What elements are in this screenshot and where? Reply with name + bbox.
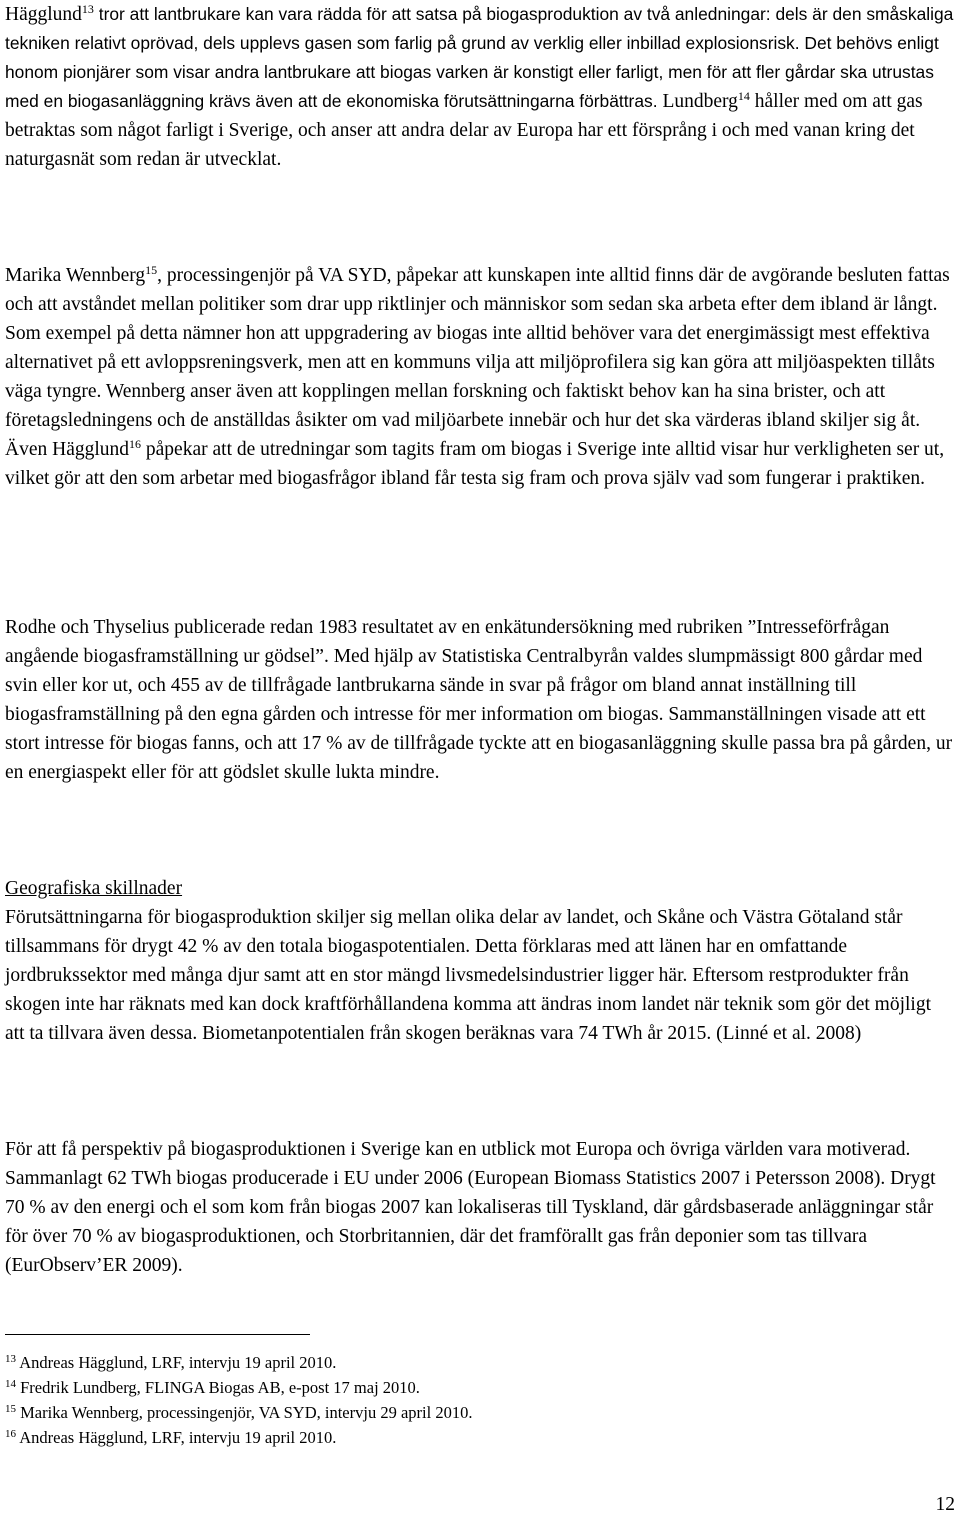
footnote-number: 14 bbox=[5, 1377, 16, 1390]
paragraph-rodhe-thyselius: Rodhe och Thyselius publicerade redan 1983 resultatet av en enkätundersökning med rubriken ”Intresseförfrågan angående biogasframställning ur gödsel”. Med hjälp av Statistiska Centralbyrån valdes slumpmässigt 800 gårdar med svin eller kor ut, och 455 av de tillfrågade lantbrukarna sände in svar på frågor om bland annat inställning till biogasframställning på den egna gården och intresse för mer information om biogas. Sammanställningen visade att ett stort intresse för biogas fanns, och att 17 % av de tillfrågade tyckte att en biogasanläggning skulle passa bra på gården, ur en energiaspekt eller för att gödslet skulle lukta mindre. bbox=[5, 617, 953, 783]
footnote-13 bbox=[5, 1350, 955, 1375]
document-page bbox=[5, 0, 955, 1515]
footnote-text: Andreas Hägglund, LRF, intervju 19 april 2010. bbox=[16, 1353, 337, 1372]
paragraph-wennberg bbox=[5, 261, 955, 493]
footnote-ref-14[interactable]: 14 bbox=[737, 88, 750, 103]
paragraph-text: , processingenjör på VA SYD, påpekar att kunskapen inte alltid finns där de avgörande besluten fattas och att avståndet mellan politiker som drar upp riktlinjer och människor som sedan ska arbeta efter dem ibland är långt. Som exempel på detta nämner hon att uppgradering av biogas inte alltid behöver vara det energimässigt mest effektiva alternativet på ett avloppsreningsverk, men att en kommuns vilja att miljöprofilera sig kan göra att miljöaspekten tillåts väga tyngre. Wennberg anser även att kopplingen mellan forskning och faktiskt behov kan ha sina brister, och att företagsledningens och de anställdas åsikter om vad miljöarbete innebär och hur det ska värderas ibland skiljer sig åt. Även Hägglund bbox=[5, 265, 950, 460]
footnote-text: Marika Wennberg, processingenjör, VA SYD, intervju 29 april 2010. bbox=[16, 1403, 473, 1422]
footnote-number: 13 bbox=[5, 1352, 16, 1365]
footnote-text: Fredrik Lundberg, FLINGA Biogas AB, e-post 17 maj 2010. bbox=[16, 1378, 420, 1397]
footnote-number: 15 bbox=[5, 1402, 16, 1415]
paragraph-text: Marika Wennberg bbox=[5, 265, 146, 286]
footnote-separator bbox=[5, 1334, 310, 1335]
section-heading: Geografiska skillnader bbox=[5, 878, 183, 899]
paragraph-text: påpekar att de utredningar som tagits fram om biogas i Sverige inte alltid visar hur verkligheten ser ut, vilket gör att den som arbetar med biogasfrågor ibland får testa sig fram och prova själv vad som fungerar i praktiken. bbox=[5, 439, 945, 489]
footnote-16 bbox=[5, 1425, 955, 1450]
author-name-hagglund: Hägglund bbox=[5, 4, 82, 25]
footnote-ref-13[interactable]: 13 bbox=[81, 1, 94, 16]
author-name-lundberg: Lundberg bbox=[657, 91, 738, 112]
paragraph-europe-outlook: För att få perspektiv på biogasproduktionen i Sverige kan en utblick mot Europa och övriga världen vara motiverad. Sammanlagt 62 TWh biogas producerade i EU under 2006 (European Biomass Statistics 2007 i Petersson 2008). Drygt 70 % av den energi och el som kom från biogas 2007 kan lokaliseras till Tyskland, där gårdsbaserade anläggningar står för över 70 % av biogasproduktionen, och Storbritannien, där det framförallt gas från deponier som tas tillvara (EurObserv’ER 2009). bbox=[5, 1139, 936, 1276]
footnote-ref-15[interactable]: 15 bbox=[145, 262, 158, 277]
page-number: 12 bbox=[935, 1494, 955, 1515]
paragraph-text-serif: håller med om att gas betraktas som något farligt i Sverige, och anser att andra delar av Europa har ett försprång i och med vanan kring det naturgasnät som redan är utvecklat. bbox=[5, 91, 923, 170]
paragraph-text-sans: tror att lantbrukare kan vara rädda för att satsa på biogasproduktion av två anledningar: dels är den småskaliga tekniken relativt oprövad, dels upplevs gasen som farlig på grund av verklig eller inbillad explosionsrisk. Det behövs enligt honom pionjärer som visar andra lantbrukare att biogas varken är konstigt eller farligt, men för att fler gårdar ska utrustas med en biogasanläggning krävs även att de ekonomiska förutsättningarna förbättras. bbox=[5, 4, 954, 111]
footnote-15 bbox=[5, 1400, 955, 1425]
footnote-14 bbox=[5, 1375, 955, 1400]
footnote-text: Andreas Hägglund, LRF, intervju 19 april 2010. bbox=[16, 1428, 337, 1447]
footnote-ref-16[interactable]: 16 bbox=[129, 436, 142, 451]
paragraph-regional-differences: Förutsättningarna för biogasproduktion skiljer sig mellan olika delar av landet, och Skåne och Västra Götaland står tillsammans för drygt 42 % av den totala biogaspotentialen. Detta förklaras med att länen har en omfattande jordbrukssektor med många djur samt att en stor mängd livsmedelsindustrier ligger här. Eftersom restprodukter från skogen inte har räknats med kan dock kraftförhållandena komma att ändras inom landet när teknik som gör det möjligt att ta tillvara även dessa. Biometanpotentialen från skogen beräknas vara 74 TWh år 2015. (Linné et al. 2008) bbox=[5, 907, 931, 1044]
footnote-number: 16 bbox=[5, 1427, 16, 1440]
paragraph-hagglund-lundberg bbox=[5, 0, 955, 174]
